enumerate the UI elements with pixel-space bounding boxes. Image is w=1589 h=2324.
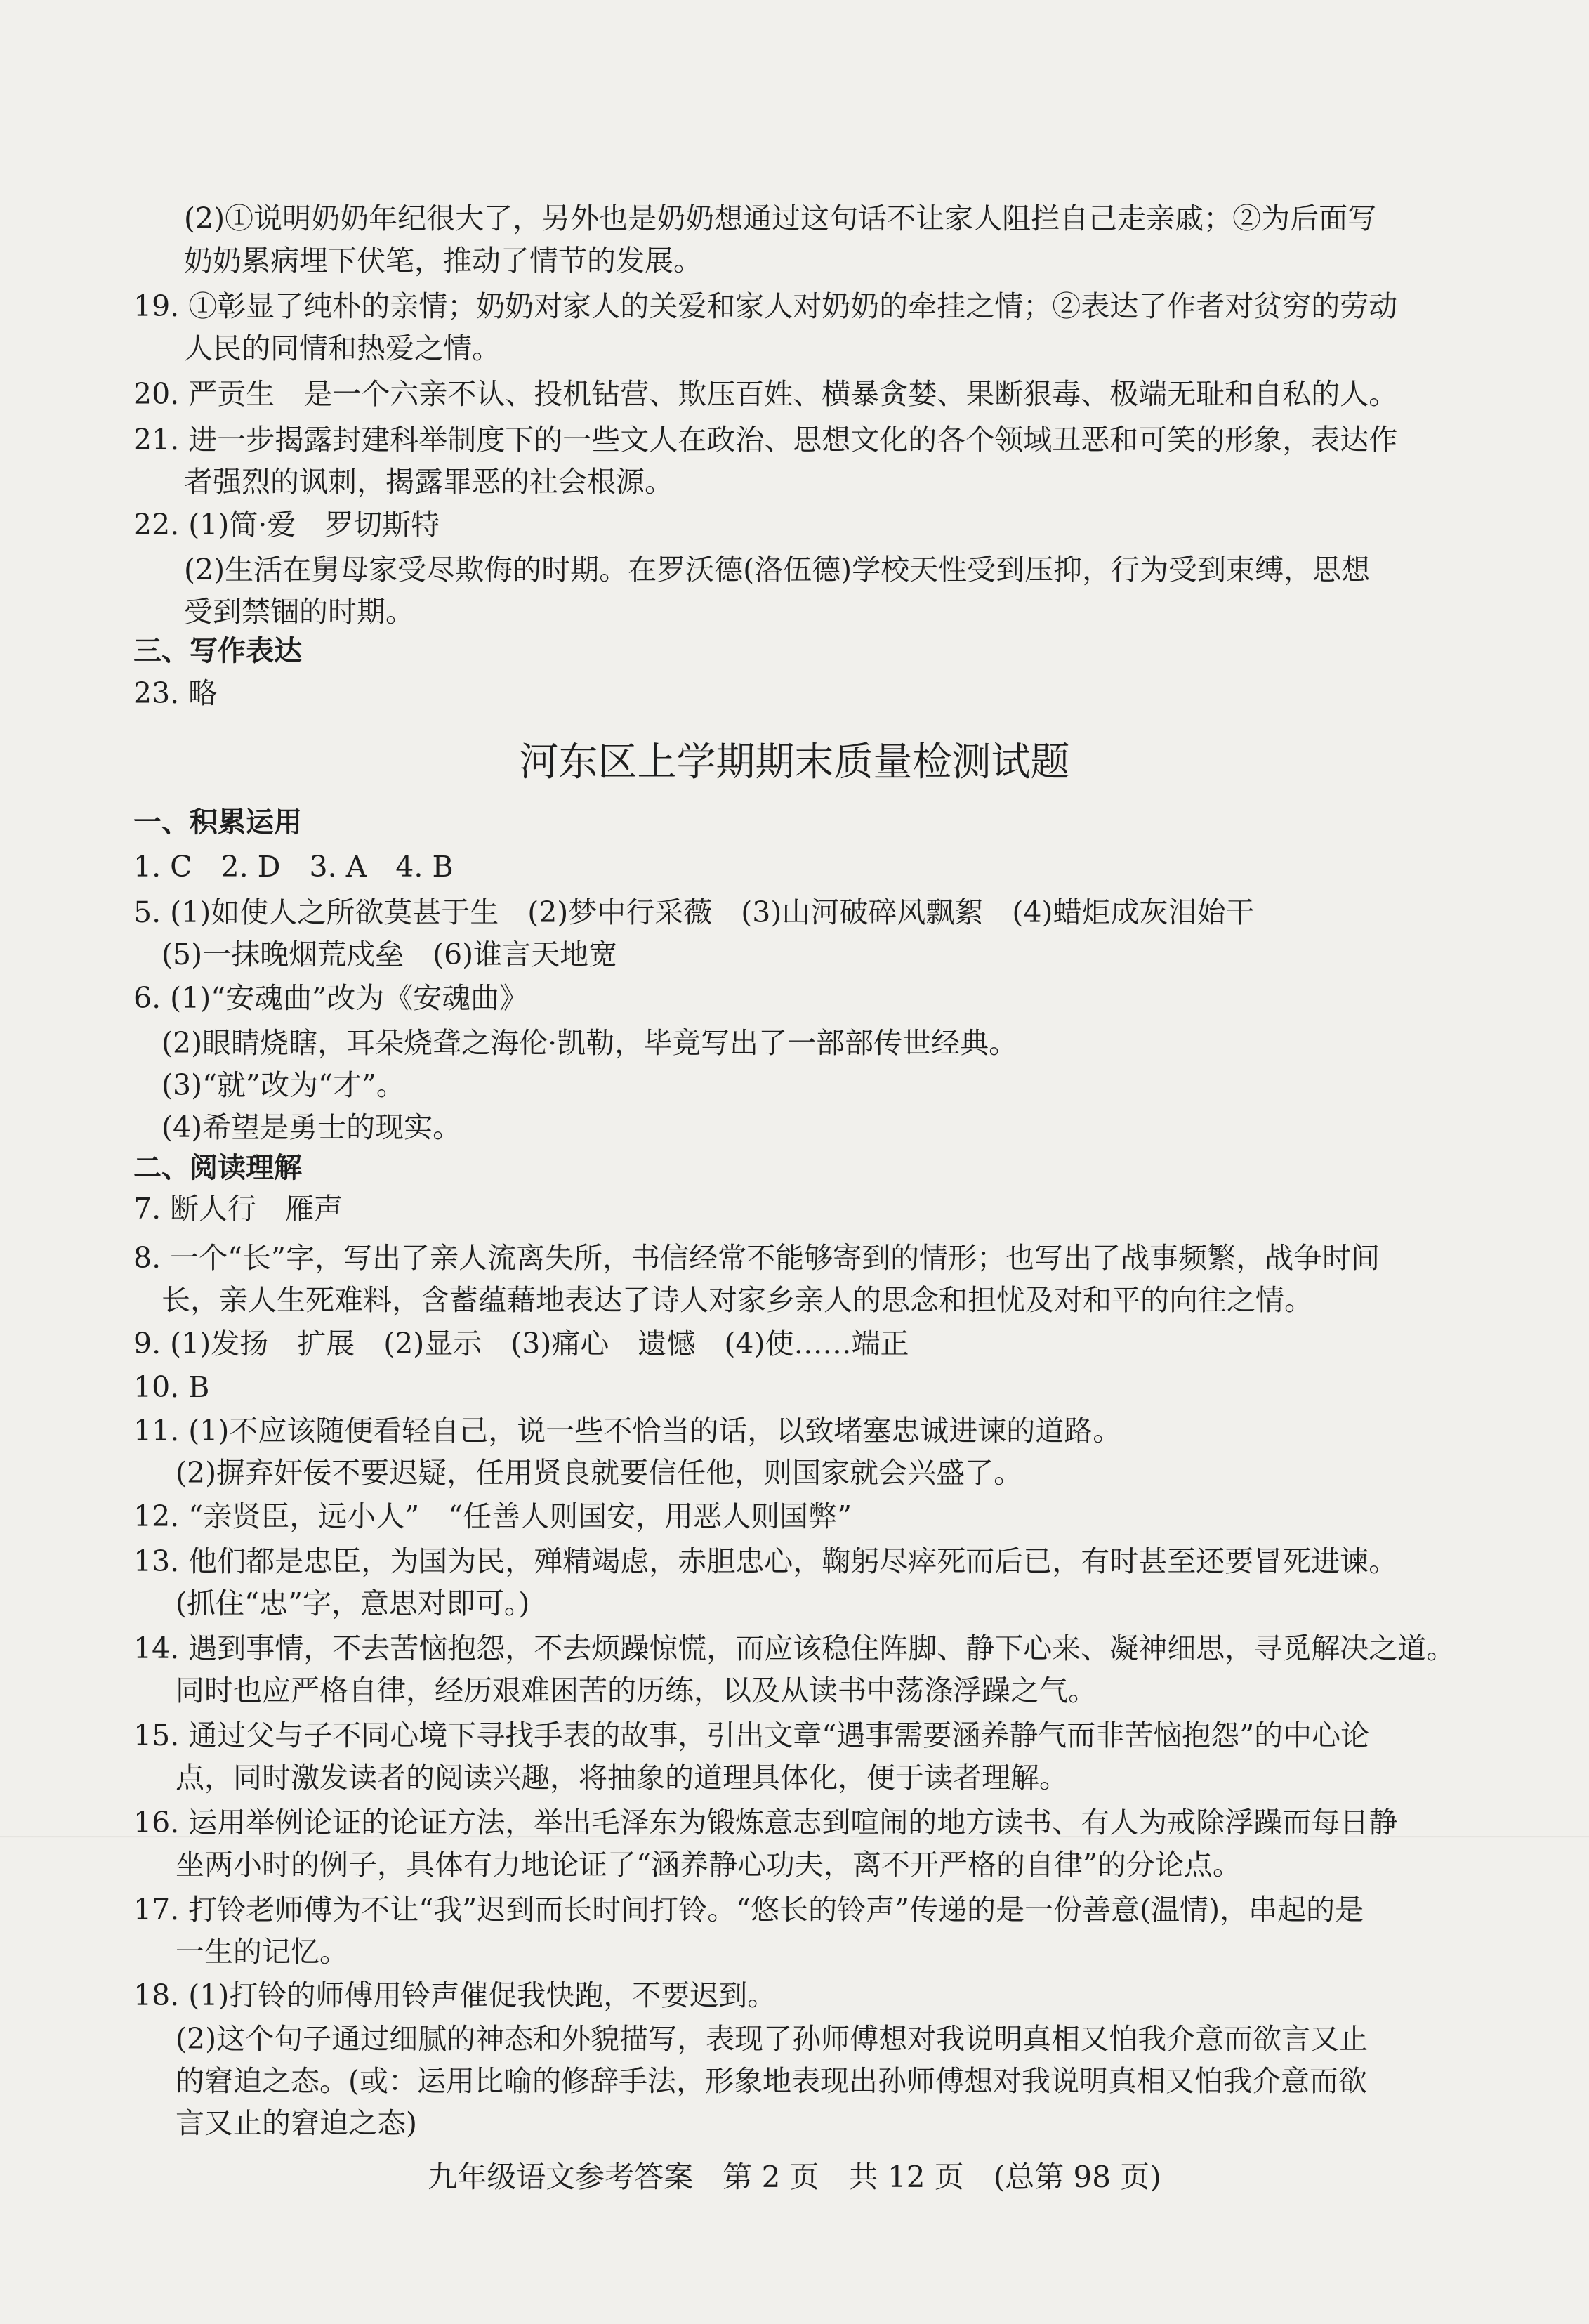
answer-line: (2)这个句子通过细腻的神态和外貌描写，表现了孙师傅想对我说明真相又怕我介意而欲言又止 <box>176 2022 1369 2056</box>
answer-line: 16. 运用举例论证的论证方法，举出毛泽东为锻炼意志到喧闹的地方读书、有人为戒除浮躁而每日静 <box>133 1806 1398 1839</box>
answer-line: 的窘迫之态。(或：运用比喻的修辞手法，形象地表现出孙师傅想对我说明真相又怕我介意而欲 <box>176 2064 1367 2098</box>
section-heading: 三、写作表达 <box>133 635 302 667</box>
answer-line: 14. 遇到事情，不去苦恼抱怨，不去烦躁惊慌，而应该稳住阵脚、静下心来、凝神细思，寻觅解决之道。 <box>133 1632 1456 1665</box>
section-heading: 一、积累运用 <box>133 806 302 839</box>
section-title: 河东区上学期期末质量检测试题 <box>519 740 1070 785</box>
answer-line: 23. 略 <box>133 676 218 710</box>
answer-line: 6. (1)“安魂曲”改为《安魂曲》 <box>133 981 529 1015</box>
section-heading: 二、阅读理解 <box>133 1152 302 1184</box>
answer-line: (2)摒弃奸佞不要迟疑，任用贤良就要信任他，则国家就会兴盛了。 <box>176 1456 1023 1490</box>
answer-line: 5. (1)如使人之所欲莫甚于生 (2)梦中行采薇 (3)山河破碎风飘絮 (4)蜡炬成灰泪始干 <box>133 895 1255 929</box>
answer-line: 8. 一个“长”字，写出了亲人流离失所，书信经常不能够寄到的情形；也写出了战事频繁，战争时间 <box>133 1241 1380 1275</box>
answer-line: 长，亲人生死难料，含蓄蕴藉地表达了诗人对家乡亲人的思念和担忧及对和平的向往之情。 <box>161 1283 1313 1317</box>
answer-line: 言又止的窘迫之态) <box>176 2106 417 2140</box>
answer-line: 11. (1)不应该随便看轻自己，说一些不恰当的话，以致堵塞忠诚进谏的道路。 <box>133 1414 1122 1447</box>
answer-line: 19. ①彰显了纯朴的亲情；奶奶对家人的关爱和家人对奶奶的牵挂之情；②表达了作者对贫穷的劳动 <box>133 289 1398 323</box>
answer-line: 奶奶累病埋下伏笔，推动了情节的发展。 <box>184 244 702 277</box>
answer-line: (2)生活在舅母家受尽欺侮的时期。在罗沃德(洛伍德)学校天性受到压抑，行为受到束缚，思想 <box>184 553 1371 586</box>
answer-line: 18. (1)打铃的师傅用铃声催促我快跑，不要迟到。 <box>133 1978 777 2012</box>
answer-line: 坐两小时的例子，具体有力地论证了“涵养静心功夫，离不开严格的自律”的分论点。 <box>176 1848 1241 1882</box>
answer-line: 者强烈的讽刺，揭露罪恶的社会根源。 <box>184 465 673 499</box>
answer-line: 12. “亲贤臣，远小人” “任善人则国安，用恶人则国弊” <box>133 1499 852 1533</box>
answer-line: (3)“就”改为“才”。 <box>161 1068 405 1102</box>
answer-line: 7. 断人行 雁声 <box>133 1192 343 1226</box>
answer-line: 9. (1)发扬 扩展 (2)显示 (3)痛心 遗憾 (4)使……端正 <box>133 1327 909 1360</box>
answer-line: 人民的同情和热爱之情。 <box>184 331 501 365</box>
answer-line: (抓住“忠”字，意思对即可。) <box>176 1587 530 1620</box>
answer-line: 同时也应严格自律，经历艰难困苦的历练，以及从读书中荡涤浮躁之气。 <box>176 1674 1097 1707</box>
answer-line: 21. 进一步揭露封建科举制度下的一些文人在政治、思想文化的各个领域丑恶和可笑的形象，表达作 <box>133 423 1398 457</box>
answer-line: 受到禁锢的时期。 <box>184 595 414 629</box>
answer-line: (4)希望是勇士的现实。 <box>161 1110 462 1144</box>
answer-line: (2)①说明奶奶年纪很大了，另外也是奶奶想通过这句话不让家人阻拦自己走亲戚；②为后面写 <box>184 202 1377 235</box>
page-footer: 九年级语文参考答案 第 2 页 共 12 页 (总第 98 页) <box>428 2160 1161 2194</box>
answer-line: 一生的记忆。 <box>176 1935 348 1969</box>
answer-line: 20. 严贡生 是一个六亲不认、投机钻营、欺压百姓、横暴贪婪、果断狠毒、极端无耻和自私的人。 <box>133 377 1398 411</box>
answer-line: 15. 通过父与子不同心境下寻找手表的故事，引出文章“遇事需要涵养静气而非苦恼抱怨”的中心论 <box>133 1719 1370 1752</box>
answer-line: 10. B <box>133 1370 210 1404</box>
answer-line: (2)眼睛烧瞎，耳朵烧聋之海伦·凯勒，毕竟写出了一部部传世经典。 <box>161 1026 1018 1060</box>
answer-line: 13. 他们都是忠臣，为国为民，殚精竭虑，赤胆忠心，鞠躬尽瘁死而后已，有时甚至还要冒死进谏。 <box>133 1544 1398 1578</box>
answer-line: (5)一抹晚烟荒戍垒 (6)谁言天地宽 <box>161 938 618 971</box>
answer-line: 17. 打铃老师傅为不让“我”迟到而长时间打铃。“悠长的铃声”传递的是一份善意(温情)，串起的是 <box>133 1893 1364 1926</box>
answer-line: 点，同时激发读者的阅读兴趣，将抽象的道理具体化，便于读者理解。 <box>176 1761 1068 1794</box>
answer-line: 1. C 2. D 3. A 4. B <box>133 850 454 884</box>
answer-line: 22. (1)简·爱 罗切斯特 <box>133 508 440 541</box>
